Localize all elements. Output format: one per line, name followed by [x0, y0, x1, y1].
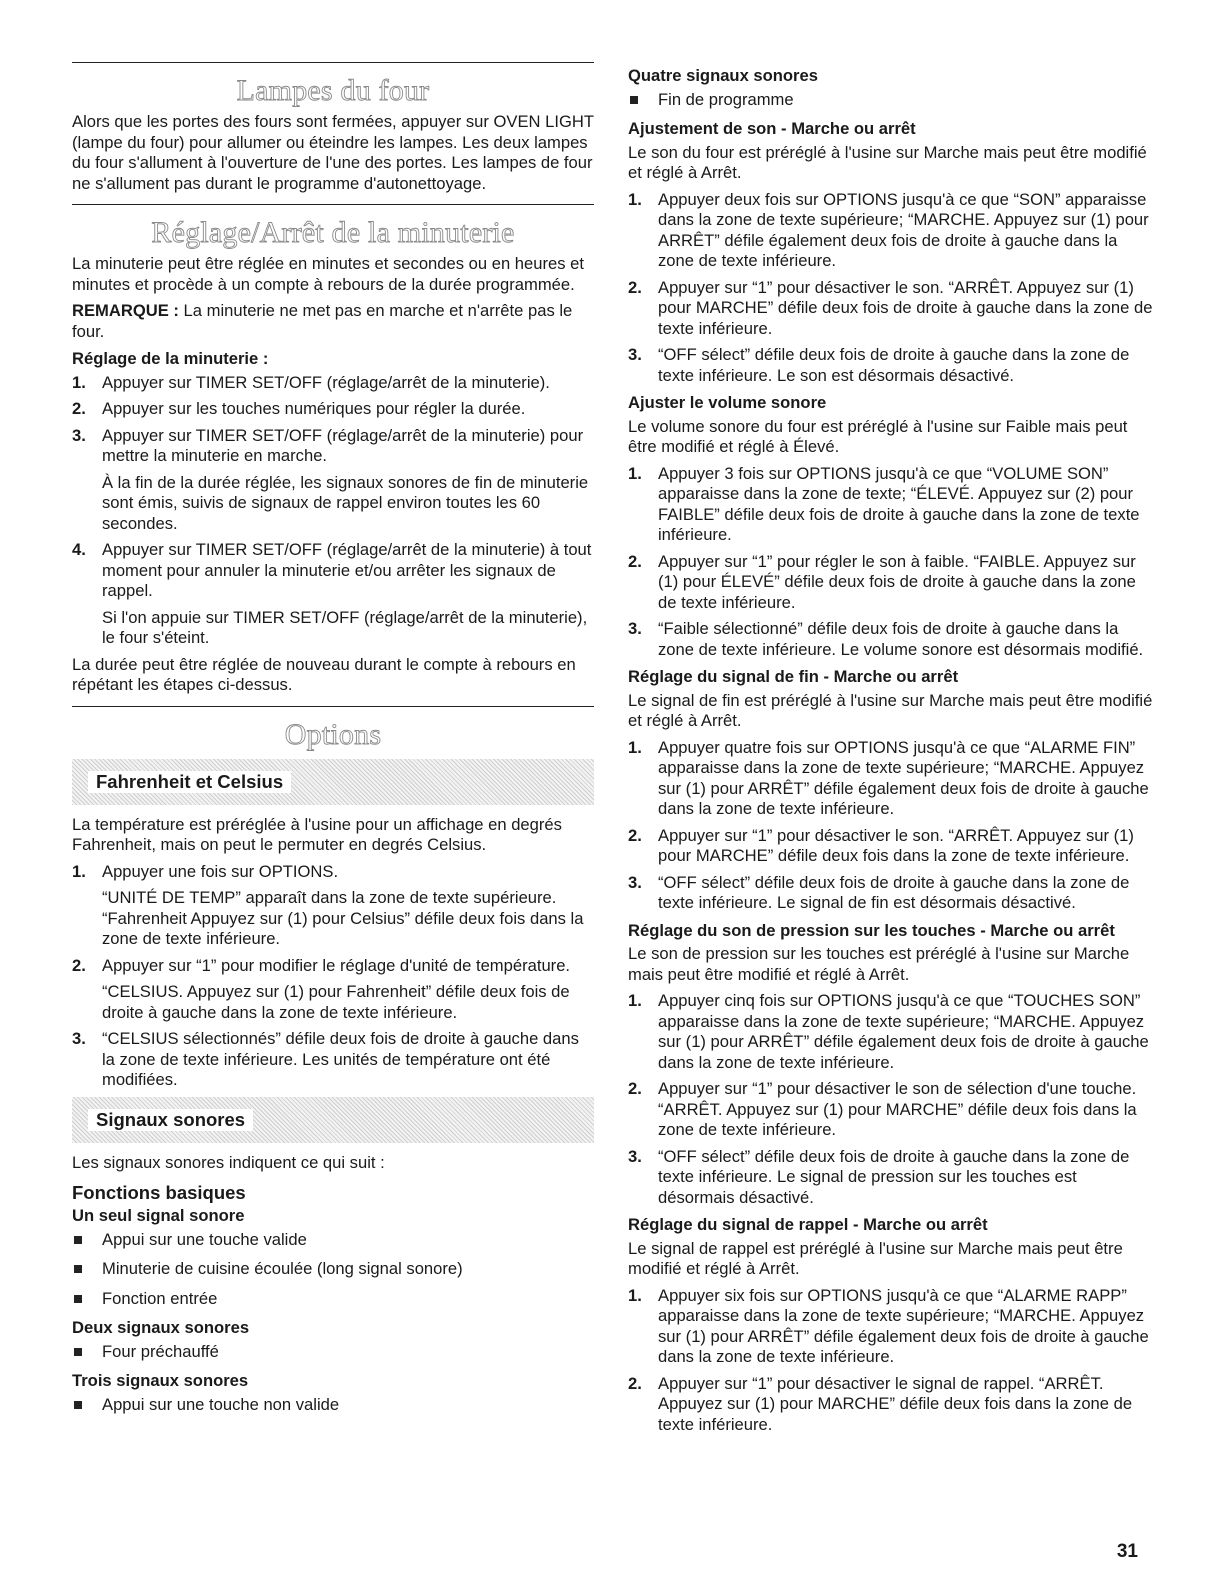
step-text: “CELSIUS sélectionnés” défile deux fois de droite à gauche dans la zone de texte inférieure. Les unités de température ont été modifiées.: [102, 1029, 579, 1089]
son-heading: Ajustement de son - Marche ou arrêt: [628, 119, 916, 138]
step-number: 1.: [72, 372, 86, 392]
step-number: 3.: [628, 872, 642, 892]
step-text: Appuyer quatre fois sur OPTIONS jusqu'à ce que “ALARME FIN” apparaisse dans la zone de texte supérieure; “MARCHE. Appuyez sur (1) pour ARRÊT” défile également deux fois de droite à gauche dans la zone de texte inférieure.: [658, 737, 1149, 818]
step-text: Appuyer cinq fois sur OPTIONS jusqu'à ce que “TOUCHES SON” apparaisse dans la zone de texte supérieure; “MARCHE. Appuyez sur (1) pour ARRÊT” défile également deux fois de droite à gauche dans la zone de texte inférieure.: [658, 991, 1149, 1072]
list-item: [72, 1395, 594, 1416]
touches-heading: Réglage du son de pression sur les touches - Marche ou arrêt: [628, 920, 1115, 940]
step-number: 1.: [72, 861, 86, 881]
un-seul-list: [72, 1230, 594, 1310]
step-number: 2.: [628, 277, 642, 297]
rappel-intro: Le signal de rappel est préréglé à l'usine sur Marche mais peut être modifié et réglé à Arrêt.: [628, 1238, 1123, 1278]
step-number: 2.: [628, 1079, 642, 1098]
step-number: 3.: [628, 619, 642, 638]
step-text: Appuyer sur “1” pour désactiver le signal de rappel. “ARRÊT. Appuyez sur (1) pour MARCHE” défile deux fois dans la zone de texte inférieure.: [658, 1373, 1133, 1434]
quatre-signaux-heading: Quatre signaux sonores: [628, 66, 818, 85]
fin-intro: Le signal de fin est préréglé à l'usine sur Marche mais peut être modifié et réglé à Arrêt.: [628, 690, 1153, 730]
step-number: 3.: [72, 1029, 86, 1048]
bullet-text: Fin de programme: [658, 89, 794, 109]
bullet-text: Fonction entrée: [102, 1288, 218, 1308]
band-label: Signaux sonores: [88, 1109, 253, 1131]
list-item: [628, 1147, 1153, 1209]
un-seul-signal-heading: Un seul signal sonore: [72, 1206, 245, 1225]
list-item: [628, 1079, 1153, 1141]
list-item: [628, 464, 1153, 546]
step-text: Appuyer sur “1” pour modifier le réglage d'unité de température.: [102, 955, 571, 975]
step-number: 2.: [628, 1373, 642, 1393]
step-number: 2.: [628, 825, 642, 845]
volume-steps: [628, 464, 1153, 661]
step-number: 4.: [72, 540, 86, 559]
deux-list: [72, 1342, 594, 1363]
section-title-minuterie: Réglage/Arrêt de la minuterie: [151, 216, 515, 249]
step-number: 3.: [628, 345, 642, 364]
step-text: “OFF sélect” défile deux fois de droite à gauche dans la zone de texte inférieure. Le signal de fin est désormais désactivé.: [658, 872, 1130, 912]
step-number: 1.: [628, 991, 642, 1010]
remarque-text: La minuterie ne met pas en marche et n'arrête pas le four.: [72, 301, 573, 341]
fahrenheit-steps: [72, 862, 594, 1091]
bullet-text: Appui sur une touche non valide: [102, 1394, 340, 1414]
list-item: [628, 826, 1153, 867]
step-note: À la fin de la durée réglée, les signaux sonores de fin de minuterie sont émis, suivis de signaux de rappel environ toutes les 60 secondes.: [102, 472, 589, 533]
section-title-options: Options: [284, 717, 382, 751]
trois-signaux-heading: Trois signaux sonores: [72, 1371, 249, 1390]
volume-intro: Le volume sonore du four est préréglé à l'usine sur Faible mais peut être modifié et réglé à Élevé.: [628, 416, 1128, 456]
step-number: 1.: [628, 463, 642, 483]
list-item: [628, 1286, 1153, 1368]
touches-intro: Le son de pression sur les touches est préréglé à l'usine sur Marche mais peut être modifié et réglé à Arrêt.: [628, 944, 1130, 984]
bullet-square-icon: [74, 1265, 82, 1273]
lampes-body: Alors que les portes des fours sont fermées, appuyer sur OVEN LIGHT (lampe du four) pour allumer ou éteindre les lampes. Les deux lampes du four s'allument à l'ouverture de l'une des portes. Les lampes de four ne s'allument pas durant le programme d'autonettoyage.: [72, 112, 594, 193]
bullet-text: Four préchauffé: [102, 1341, 219, 1361]
list-item: [72, 1342, 594, 1363]
list-item: [72, 956, 594, 1024]
list-item: [628, 90, 1153, 111]
section-rule: [72, 706, 594, 707]
step-number: 3.: [72, 425, 86, 445]
step-number: 2.: [72, 955, 86, 975]
remarque: [72, 301, 594, 342]
trois-list: [72, 1395, 594, 1416]
step-number: 1.: [628, 189, 642, 209]
step-note: Si l'on appuie sur TIMER SET/OFF (réglage/arrêt de la minuterie), le four s'éteint.: [102, 607, 588, 647]
list-item: [628, 619, 1153, 660]
step-text: Appuyer sur TIMER SET/OFF (réglage/arrêt de la minuterie) pour mettre la minuterie en marche.: [102, 425, 584, 465]
list-item: [72, 426, 594, 535]
fin-heading: Réglage du signal de fin - Marche ou arrêt: [628, 667, 959, 686]
step-note: “UNITÉ DE TEMP” apparaît dans la zone de texte supérieure. “Fahrenheit Appuyez sur (1) pour Celsius” défile deux fois dans la zone de texte inférieure.: [102, 888, 584, 948]
list-item: [628, 278, 1153, 340]
list-item: [628, 190, 1153, 272]
minuterie-steps: [72, 373, 594, 649]
bullet-square-icon: [74, 1295, 82, 1303]
minuterie-outro: La durée peut être réglée de nouveau durant le compte à rebours en répétant les étapes ci-dessus.: [72, 654, 576, 694]
step-text: Appuyer sur “1” pour régler le son à faible. “FAIBLE. Appuyez sur (1) pour ÉLEVÉ” défile deux fois de droite à gauche dans la zone de texte inférieure.: [658, 551, 1136, 612]
fin-steps: [628, 738, 1153, 914]
list-item: [72, 862, 594, 950]
band-signaux: [72, 1097, 594, 1143]
list-item: [628, 1374, 1153, 1436]
list-item: [72, 1259, 594, 1280]
step-text: Appuyer sur les touches numériques pour régler la durée.: [102, 399, 526, 418]
right-column: [628, 62, 1153, 1441]
fonctions-basiques-heading: Fonctions basiques: [72, 1182, 246, 1203]
step-text: Appuyer sur TIMER SET/OFF (réglage/arrêt de la minuterie).: [102, 372, 550, 392]
bullet-square-icon: [74, 1236, 82, 1244]
touches-steps: [628, 991, 1153, 1208]
list-item: [628, 738, 1153, 820]
step-text: Appuyer sur “1” pour désactiver le son de sélection d'une touche. “ARRÊT. Appuyez sur (1) pour MARCHE” défile deux fois dans la zone de texte inférieure.: [658, 1079, 1137, 1139]
minuterie-intro: La minuterie peut être réglée en minutes et secondes ou en heures et minutes et procède à un compte à rebours de la durée programmée.: [72, 254, 584, 294]
rappel-heading: Réglage du signal de rappel - Marche ou arrêt: [628, 1215, 988, 1234]
step-text: “OFF sélect” défile deux fois de droite à gauche dans la zone de texte inférieure. Le son est désormais désactivé.: [658, 345, 1130, 385]
fahrenheit-intro: La température est préréglée à l'usine pour un affichage en degrés Fahrenheit, mais on peut le permuter en degrés Celsius.: [72, 814, 562, 854]
step-text: Appuyer deux fois sur OPTIONS jusqu'à ce que “SON” apparaisse dans la zone de texte supérieure; “MARCHE. Appuyez sur (1) pour ARRÊT” défile également deux fois de droite à gauche dans la zone de texte inférieure.: [658, 189, 1149, 270]
bullet-square-icon: [74, 1348, 82, 1356]
step-text: Appuyer une fois sur OPTIONS.: [102, 861, 339, 881]
deux-signaux-heading: Deux signaux sonores: [72, 1318, 250, 1337]
step-text: Appuyer six fois sur OPTIONS jusqu'à ce que “ALARME RAPP” apparaisse dans la zone de texte supérieure; “MARCHE. Appuyez sur (1) pour ARRÊT” défile également deux fois de droite à gauche dans la zone de texte inférieure.: [658, 1285, 1149, 1366]
step-text: Appuyer sur TIMER SET/OFF (réglage/arrêt de la minuterie) à tout moment pour annuler la minuterie et/ou arrêter les signaux de rappel.: [102, 540, 592, 600]
subhead-reglage-minuterie: Réglage de la minuterie :: [72, 349, 269, 368]
list-item: [628, 552, 1153, 614]
list-item: [628, 873, 1153, 914]
list-item: [628, 345, 1153, 386]
list-item: [628, 991, 1153, 1073]
section-rule: [72, 204, 594, 205]
step-number: 2.: [628, 551, 642, 571]
section-title-lampes: Lampes du four: [236, 74, 430, 107]
band-fahrenheit: [72, 759, 594, 805]
list-item: [72, 1289, 594, 1310]
list-item: [72, 399, 594, 420]
quatre-list: [628, 90, 1153, 111]
bullet-square-icon: [630, 96, 638, 104]
list-item: [72, 1230, 594, 1251]
son-intro: Le son du four est préréglé à l'usine sur Marche mais peut être modifié et réglé à Arrêt.: [628, 142, 1147, 182]
signaux-intro: Les signaux sonores indiquent ce qui suit :: [72, 1152, 385, 1172]
left-column: [72, 62, 594, 1424]
remarque-label: REMARQUE :: [72, 301, 179, 320]
step-text: “OFF sélect” défile deux fois de droite à gauche dans la zone de texte inférieure. Le signal de pression sur les touches est désormais désactivé.: [658, 1146, 1130, 1207]
step-number: 2.: [72, 399, 86, 418]
step-note: “CELSIUS. Appuyez sur (1) pour Fahrenheit” défile deux fois de droite à gauche dans la zone de texte inférieure.: [102, 982, 570, 1022]
step-text: Appuyer sur “1” pour désactiver le son. “ARRÊT. Appuyez sur (1) pour MARCHE” défile deux fois dans la zone de texte inférieure.: [658, 825, 1134, 865]
son-steps: [628, 190, 1153, 387]
list-item: [72, 540, 594, 649]
band-label: Fahrenheit et Celsius: [88, 771, 291, 793]
bullet-text: Appui sur une touche valide: [102, 1229, 307, 1249]
step-text: Appuyer sur “1” pour désactiver le son. “ARRÊT. Appuyez sur (1) pour MARCHE” défile deux fois de droite à gauche dans la zone de texte inférieure.: [658, 277, 1153, 338]
list-item: [72, 373, 594, 394]
volume-heading: Ajuster le volume sonore: [628, 393, 827, 412]
bullet-text: Minuterie de cuisine écoulée (long signal sonore): [102, 1259, 463, 1278]
page-number: 31: [1116, 1541, 1138, 1562]
step-text: Appuyer 3 fois sur OPTIONS jusqu'à ce que “VOLUME SON” apparaisse dans la zone de texte; “ÉLEVÉ. Appuyez sur (2) pour FAIBLE” défile deux fois de droite à gauche dans la zone de texte inférieure.: [658, 463, 1140, 544]
section-rule: [72, 62, 594, 63]
list-item: [72, 1029, 594, 1091]
rappel-steps: [628, 1286, 1153, 1436]
step-text: “Faible sélectionné” défile deux fois de droite à gauche dans la zone de texte inférieure. Le volume sonore est désormais modifié.: [658, 619, 1144, 659]
bullet-square-icon: [74, 1401, 82, 1409]
step-number: 3.: [628, 1146, 642, 1166]
step-number: 1.: [628, 737, 642, 757]
step-number: 1.: [628, 1285, 642, 1305]
